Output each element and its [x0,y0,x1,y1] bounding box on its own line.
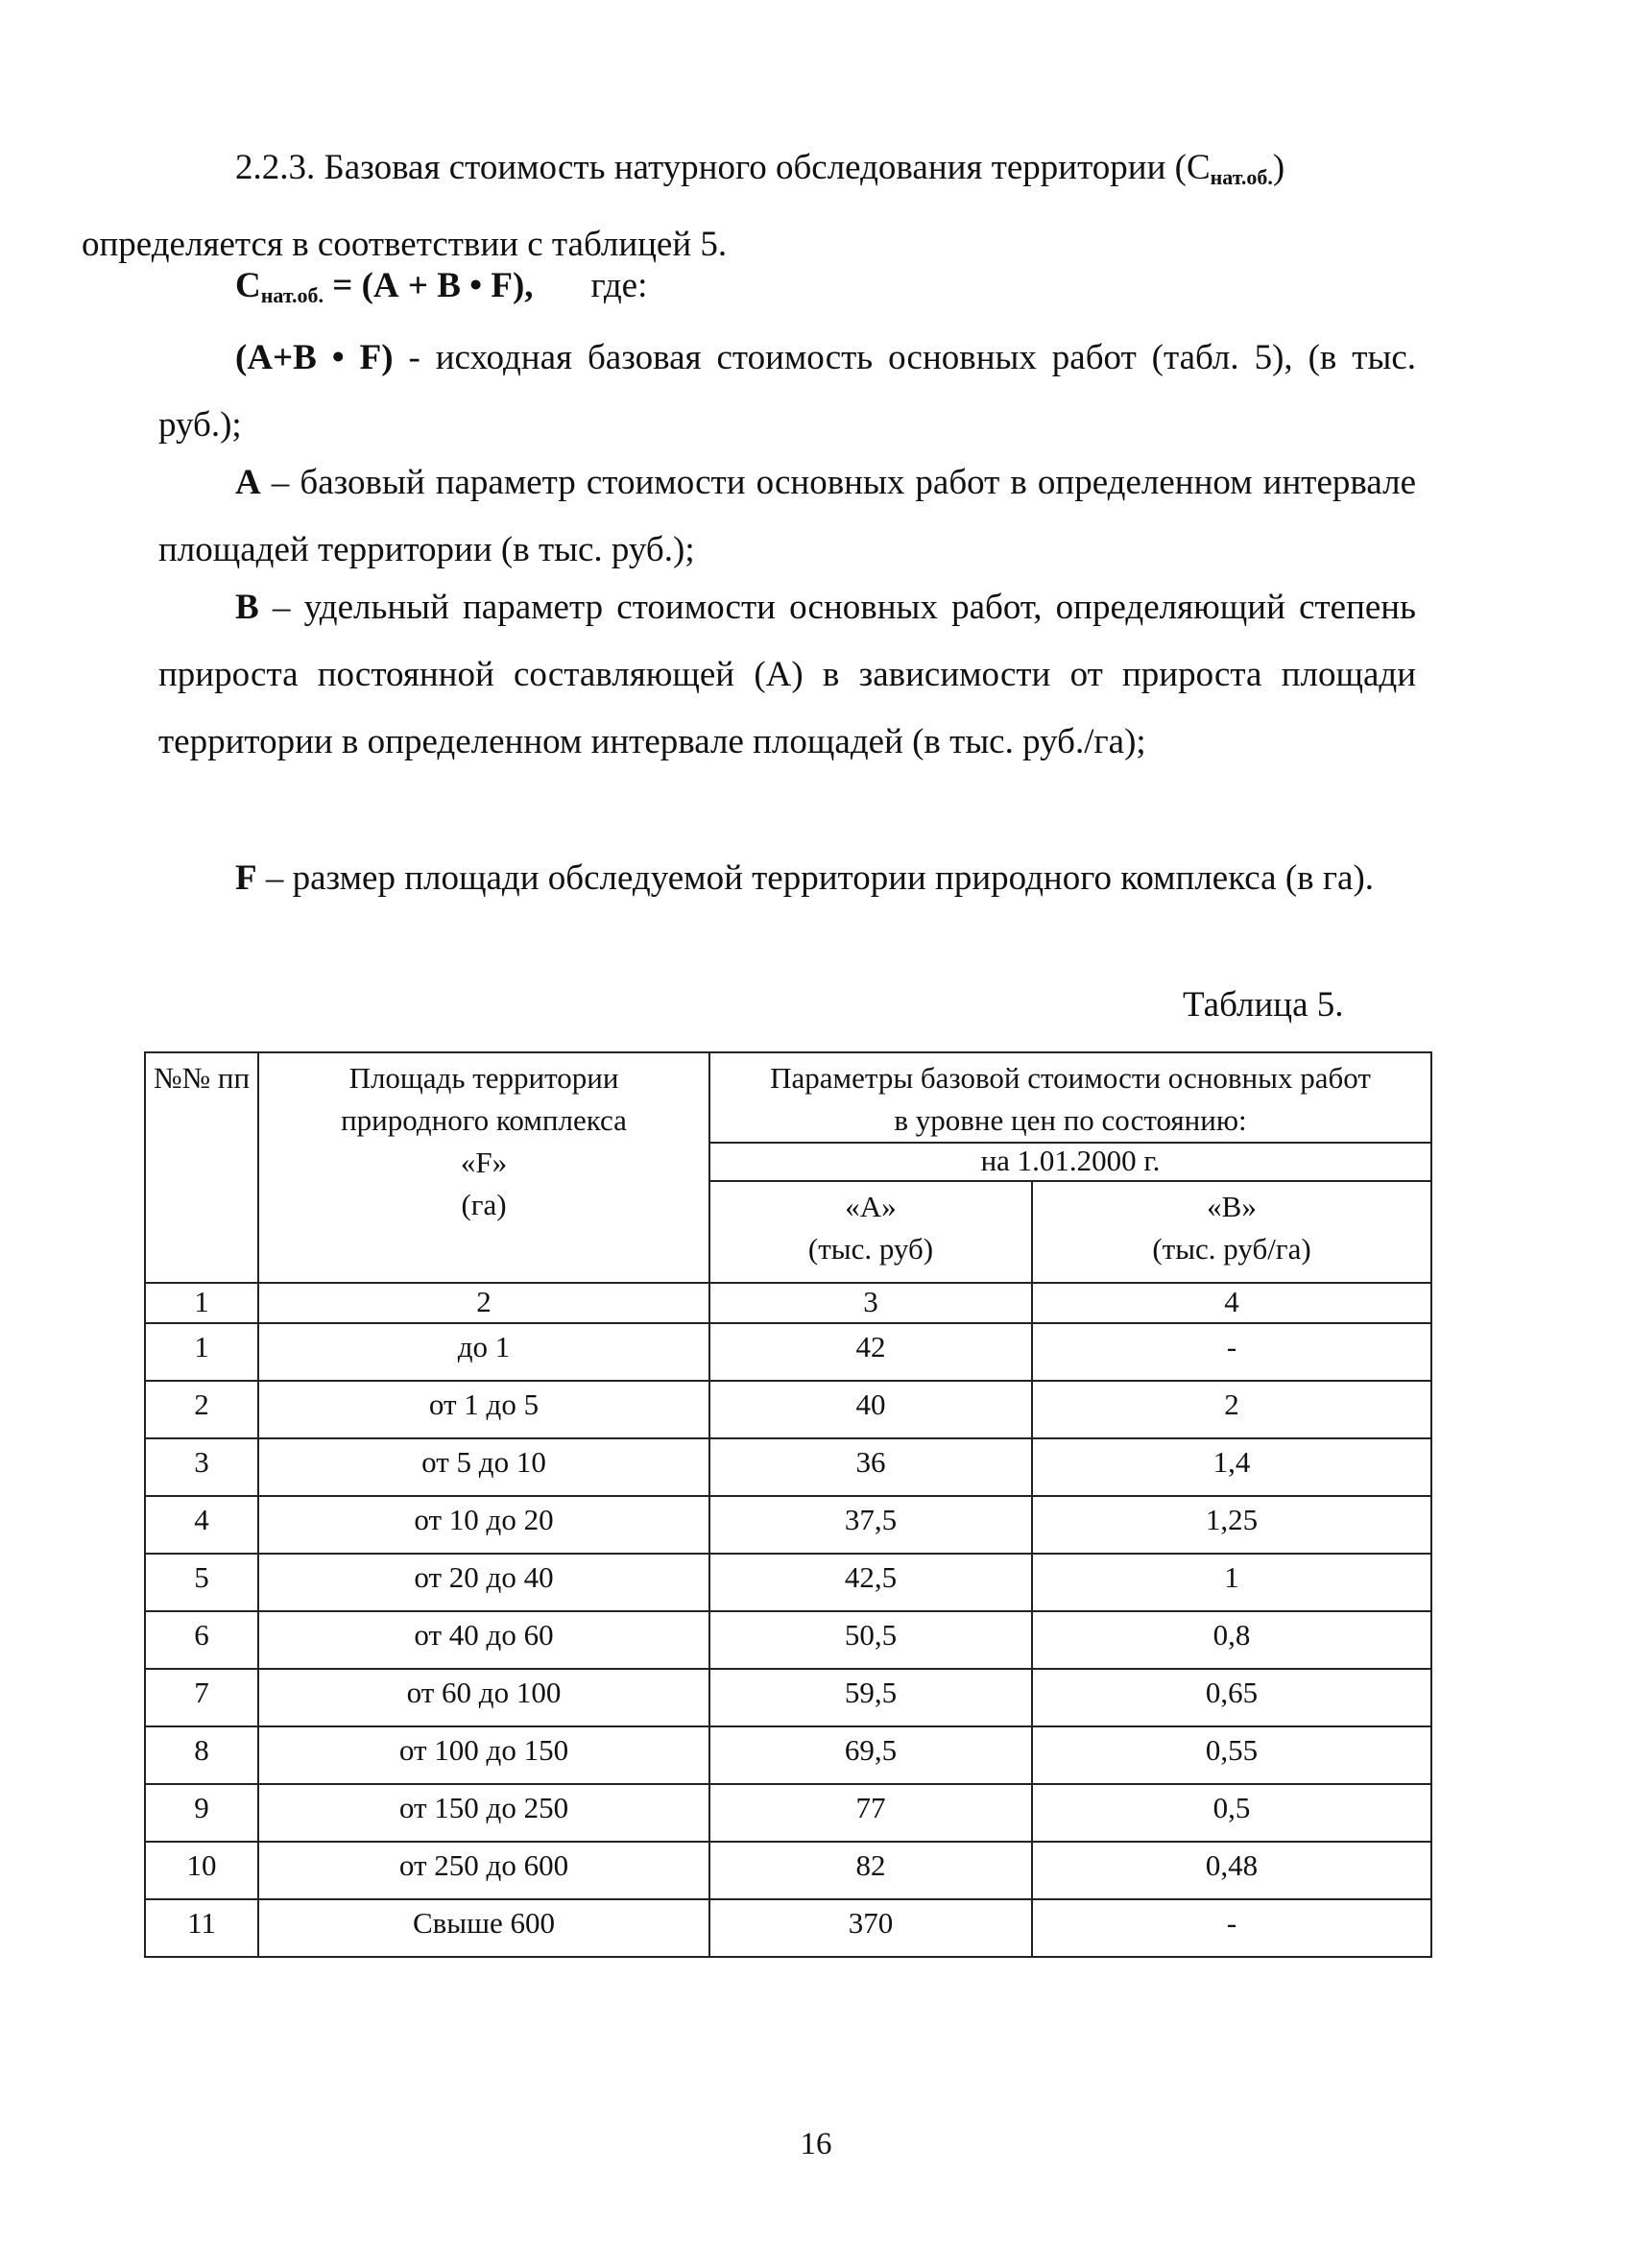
row-number: 1 [145,1323,258,1381]
formula-where: где: [590,266,648,305]
row-number: 2 [145,1381,258,1438]
definition-abf-text: - исходная базовая стоимость основных работ (табл. 5), (в тыс. руб.); [158,338,1416,445]
header-b [1032,1181,1431,1283]
row-a-value: 37,5 [709,1496,1032,1554]
row-b-value: 2 [1032,1381,1431,1438]
row-area: от 100 до 150 [258,1726,709,1784]
row-b-value: 0,65 [1032,1669,1431,1726]
header-a-unit: (тыс. руб) [807,1232,934,1266]
intro-line2: определяется в соответствии с таблицей 5. [82,225,728,264]
definition-abf [158,325,1416,459]
row-area: до 1 [258,1323,709,1381]
row-area: от 5 до 10 [258,1438,709,1496]
header-date: на 1.01.2000 г. [709,1143,1431,1181]
header-params-line1: Параметры базовой стоимости основных работ [770,1061,1371,1095]
table-row [145,1554,1431,1611]
table-row [145,1496,1431,1554]
row-number: 6 [145,1611,258,1669]
table-row [145,1611,1431,1669]
row-b-value: - [1032,1899,1431,1957]
header-b-label: «В» [1207,1190,1257,1223]
header-params [709,1052,1431,1143]
table-row [145,1438,1431,1496]
header-a [709,1181,1032,1283]
formula-expression: = (А + В • F), [324,266,534,305]
definition-a-term: А [235,463,261,502]
row-area: от 150 до 250 [258,1784,709,1842]
header-num: №№ пп [145,1052,258,1283]
definition-f-text: – размер площади обследуемой территории природного комплекса (в га). [256,858,1375,898]
row-b-value: 1 [1032,1554,1431,1611]
row-number: 8 [145,1726,258,1784]
cost-formula [235,257,647,325]
row-area: от 250 до 600 [258,1842,709,1899]
row-number: 4 [145,1496,258,1554]
row-a-value: 77 [709,1784,1032,1842]
column-number-row [145,1283,1431,1323]
definition-f [158,845,1416,912]
row-number: 3 [145,1438,258,1496]
row-a-value: 370 [709,1899,1032,1957]
row-a-value: 36 [709,1438,1032,1496]
column-number-cell: 4 [1032,1283,1431,1323]
column-number-cell: 2 [258,1283,709,1323]
row-area: Свыше 600 [258,1899,709,1957]
row-b-value: 1,4 [1032,1438,1431,1496]
definition-a-text: – базовый параметр стоимости основных работ в определенном интервале площадей территории (в тыс. руб.); [158,463,1416,569]
header-area-line1: Площадь территории [348,1061,619,1095]
row-area: от 40 до 60 [258,1611,709,1669]
table-row [145,1323,1431,1381]
header-area-line3: «F» [460,1146,508,1179]
intro-lead-subscript: нат.об. [1210,165,1273,189]
column-number-cell: 1 [145,1283,258,1323]
column-number-cell: 3 [709,1283,1032,1323]
row-b-value: 0,5 [1032,1784,1431,1842]
table-row [145,1842,1431,1899]
row-a-value: 50,5 [709,1611,1032,1669]
definition-b-term: В [235,588,259,627]
definition-b [158,574,1416,776]
row-b-value: 0,8 [1032,1611,1431,1669]
definition-f-term: F [235,858,257,898]
formula-symbol-subscript: нат.об. [260,283,324,307]
header-a-label: «А» [845,1190,897,1223]
intro-lead-end: ) [1272,148,1285,187]
row-b-value: 0,55 [1032,1726,1431,1784]
row-area: от 1 до 5 [258,1381,709,1438]
row-number: 11 [145,1899,258,1957]
header-area-line4: (га) [461,1188,507,1221]
header-b-unit: (тыс. руб/га) [1152,1232,1311,1266]
row-a-value: 82 [709,1842,1032,1899]
definition-b-text: – удельный параметр стоимости основных работ, определяющий степень прироста постоянной составляющей (А) в зависимости от прироста площади территории в определенном интервале площадей (в тыс. руб./га); [158,588,1416,761]
table-row [145,1669,1431,1726]
table-row [145,1381,1431,1438]
table-row [145,1726,1431,1784]
row-number: 9 [145,1784,258,1842]
header-area-line2: природного комплекса [341,1103,627,1137]
definition-a [158,449,1416,584]
table-caption: Таблица 5. [1183,985,1344,1025]
header-area [258,1052,709,1283]
row-number: 10 [145,1842,258,1899]
row-a-value: 42 [709,1323,1032,1381]
page-number: 16 [800,2127,832,2161]
table-row [145,1784,1431,1842]
formula-symbol: С [235,266,261,305]
row-area: от 60 до 100 [258,1669,709,1726]
cost-parameters-table [144,1051,1432,1958]
row-area: от 20 до 40 [258,1554,709,1611]
definition-abf-term: (А+В • F) [235,338,394,377]
row-number: 5 [145,1554,258,1611]
intro-lead: 2.2.3. Базовая стоимость натурного обследования территории (С [235,148,1211,187]
row-a-value: 40 [709,1381,1032,1438]
row-b-value: 1,25 [1032,1496,1431,1554]
row-a-value: 59,5 [709,1669,1032,1726]
row-a-value: 42,5 [709,1554,1032,1611]
row-a-value: 69,5 [709,1726,1032,1784]
table-row [145,1899,1431,1957]
header-params-line2: в уровне цен по состоянию: [894,1103,1247,1137]
row-number: 7 [145,1669,258,1726]
row-b-value: 0,48 [1032,1842,1431,1899]
row-b-value: - [1032,1323,1431,1381]
row-area: от 10 до 20 [258,1496,709,1554]
